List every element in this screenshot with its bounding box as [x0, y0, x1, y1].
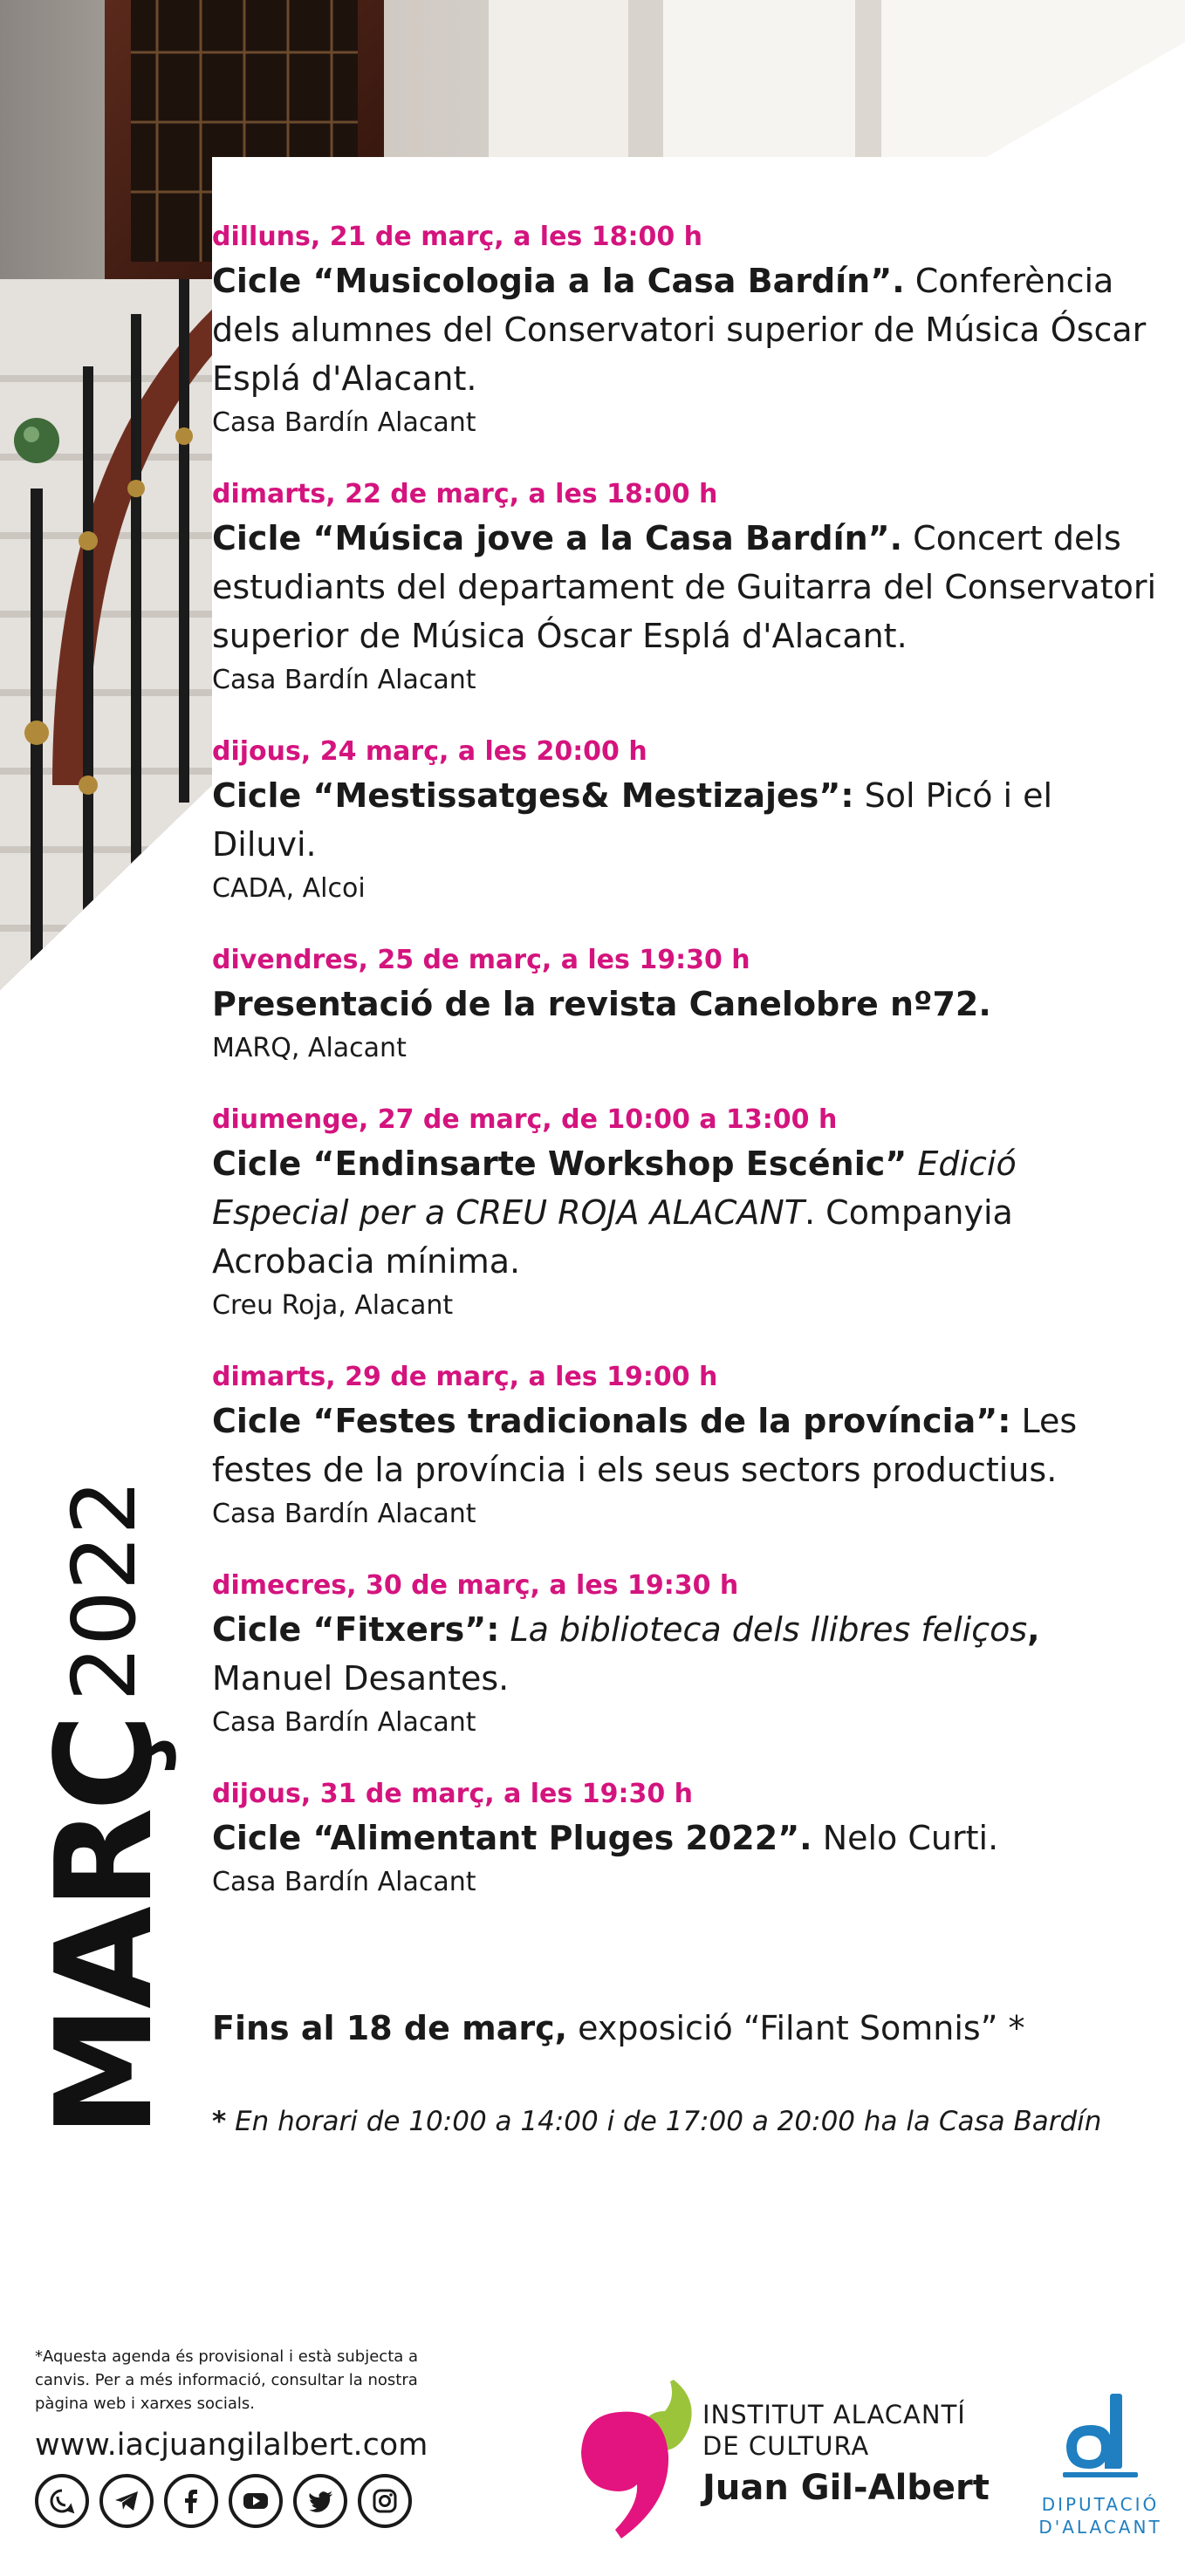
event-place: Creu Roja, Alacant [212, 1290, 454, 1321]
social-icons [35, 2474, 412, 2528]
event-title: Cicle “Fitxers”: [212, 1610, 500, 1649]
event-item [212, 218, 1163, 443]
event-date: dimarts, 29 de març, a les 19:00 h [212, 1362, 718, 1392]
event-description [212, 1397, 1163, 1494]
schedule-note [212, 2102, 1163, 2141]
event-description [212, 1605, 1163, 1703]
diputacio-name-line1: DIPUTACIÓ [1041, 2494, 1160, 2515]
event-text: Concert dels estudiants del departament de Guitarra del Conservatori superior de Música Óscar Esplá d'Alacant. [212, 519, 1156, 655]
event-place: Casa Bardín Alacant [212, 407, 476, 438]
institute-name-line3: Juan Gil-Albert [702, 2468, 990, 2508]
institute-comma-mark [567, 2373, 716, 2547]
website-link[interactable]: www.iacjuangilalbert.com [35, 2428, 428, 2463]
event-place: CADA, Alcoi [212, 873, 366, 904]
note-asterisk: * [212, 2106, 227, 2137]
event-item [212, 1358, 1163, 1534]
event-description [212, 771, 1163, 869]
youtube-icon[interactable] [229, 2474, 283, 2528]
event-place: Casa Bardín Alacant [212, 1707, 476, 1738]
event-date: dijous, 24 març, a les 20:00 h [212, 736, 647, 767]
event-item [212, 1101, 1163, 1326]
month-title [27, 1265, 182, 2137]
event-date: dimarts, 22 de març, a les 18:00 h [212, 479, 718, 509]
event-place: Casa Bardín Alacant [212, 1499, 476, 1529]
event-title: Cicle “Endinsarte Workshop Escénic” [212, 1145, 908, 1183]
year: 2022 [53, 1479, 155, 1702]
disclaimer: *Aquesta agenda és provisional i està subjecta a canvis. Per a més informació, consultar la nostra pàgina web i xarxes socials. [35, 2347, 419, 2413]
event-description [212, 1139, 1163, 1286]
event-item [212, 475, 1163, 700]
event-date: dijous, 31 de març, a les 19:30 h [212, 1779, 694, 1809]
event-title: Cicle “Música jove a la Casa Bardín”. [212, 519, 903, 557]
event-italic-text: La biblioteca dels llibres feliços [499, 1610, 1028, 1649]
event-place: MARQ, Alacant [212, 1033, 407, 1063]
event-text: Manuel Desantes. [212, 1659, 510, 1698]
event-item [212, 1775, 1163, 1903]
event-description [212, 980, 1163, 1028]
note-text: En horari de 10:00 a 14:00 i de 17:00 a 20:00 ha la Casa Bardín [226, 2106, 1102, 2137]
event-place: Casa Bardín Alacant [212, 1867, 476, 1897]
event-item [212, 733, 1163, 909]
institute-name-line1: INSTITUT ALACANTÍ [702, 2400, 966, 2429]
event-description [212, 1814, 1163, 1862]
institute-name-line2: DE CULTURA [702, 2431, 870, 2461]
diputacio-al-mark [1059, 2390, 1141, 2477]
institute-logo [567, 2373, 990, 2547]
event-item [212, 941, 1163, 1069]
event-title: Cicle “Alimentant Pluges 2022”. [212, 1819, 812, 1857]
exhibition-text: exposició “Filant Somnis” * [567, 2009, 1025, 2047]
exhibition-line [212, 2005, 1163, 2052]
facebook-icon[interactable] [164, 2474, 218, 2528]
event-italic-text: Edició Especial per a CREU ROJA ALACANT [212, 1145, 1017, 1232]
event-place: Casa Bardín Alacant [212, 665, 476, 695]
event-text: Nelo Curti. [812, 1819, 999, 1857]
instagram-icon[interactable] [358, 2474, 412, 2528]
event-item [212, 1567, 1163, 1743]
whatsapp-icon[interactable] [35, 2474, 89, 2528]
event-title: Presentació de la revista Canelobre nº72. [212, 985, 991, 1023]
event-title: Cicle “Musicologia a la Casa Bardín”. [212, 262, 905, 300]
event-date: dimecres, 30 de març, a les 19:30 h [212, 1570, 739, 1601]
event-text: Les festes de la província i els seus sectors productius. [212, 1402, 1078, 1489]
event-list [212, 218, 1163, 1935]
diputacio-logo [1035, 2390, 1166, 2547]
event-title: Cicle “Mestissatges& Mestizajes”: [212, 776, 854, 815]
diputacio-name-line2: D'ALACANT [1038, 2517, 1162, 2538]
event-date: divendres, 25 de març, a les 19:30 h [212, 945, 750, 975]
event-bold-punct: , [1027, 1610, 1040, 1649]
event-text: . Companyia Acrobacia mínima. [212, 1193, 1013, 1281]
event-text: Sol Picó i el Diluvi. [212, 776, 1053, 864]
event-date: dilluns, 21 de març, a les 18:00 h [212, 222, 703, 252]
exhibition-date: Fins al 18 de març, [212, 2009, 568, 2047]
event-text: Conferència dels alumnes del Conservatori superior de Música Óscar Esplá d'Alacant. [212, 262, 1147, 398]
twitter-icon[interactable] [293, 2474, 347, 2528]
event-description [212, 514, 1163, 660]
event-title: Cicle “Festes tradicionals de la província”: [212, 1402, 1011, 1440]
telegram-icon[interactable] [99, 2474, 154, 2528]
event-description [212, 256, 1163, 403]
event-date: diumenge, 27 de març, de 10:00 a 13:00 h [212, 1104, 838, 1135]
month-name: MARÇ [27, 1717, 182, 2137]
